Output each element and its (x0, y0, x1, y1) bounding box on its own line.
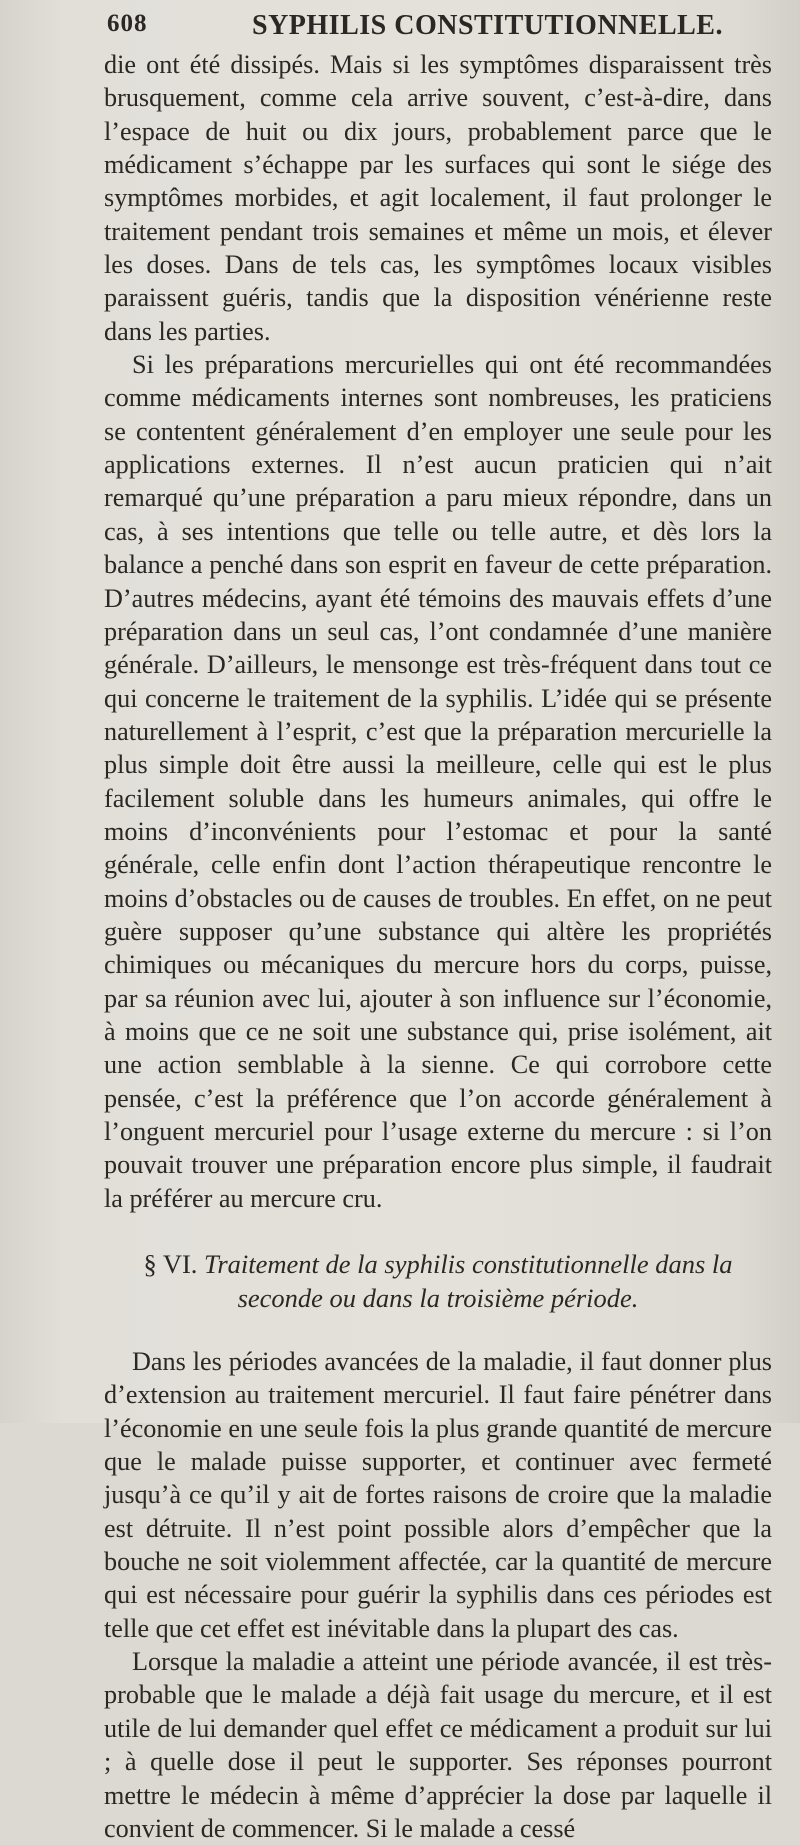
body-text (104, 48, 772, 1845)
section-title: Traitement de la syphilis constitutionnelle dans la seconde ou dans la troisième période. (204, 1249, 733, 1314)
paragraph-4: Lorsque la maladie a atteint une période avancée, il est très-probable que le malade a déjà fait usage du mercure, et il est utile de lui demander quel effet ce médicament a produit sur lui ; à quelle dose il peut le supporter. Ses réponses pourront mettre le médecin à même d’apprécier la dose par laquelle il convient de commencer. Si le malade a cessé (104, 1647, 772, 1843)
running-title: SYPHILIS CONSTITUTIONNELLE. (252, 10, 723, 41)
section-number: § VI. (143, 1249, 198, 1280)
page-number: 608 (107, 10, 148, 37)
page-header (107, 8, 777, 50)
paragraph-2: Si les préparations mercurielles qui ont été recommandées comme médicaments internes sont nombreuses, les praticiens se contentent généralement d’en employer une seule pour les applications externes. Il n’est aucun praticien qui n’ait remarqué qu’une préparation a paru mieux répondre, dans un cas, à ses intentions que telle ou telle autre, et dès lors la balance a penché dans son esprit en faveur de cette préparation. D’autres médecins, ayant été témoins des mauvais effets d’une préparation dans un seul cas, l’ont condamnée d’une manière générale. D’ailleurs, le mensonge est très-fréquent dans tout ce qui concerne le traitement de la syphilis. L’idée qui se présente naturellement à l’esprit, c’est que la préparation mercurielle la plus simple doit être aussi la meilleure, celle qui est le plus facilement soluble dans les humeurs animales, qui offre le moins d’inconvénients pour l’estomac et pour la santé générale, celle enfin dont l’action thérapeutique rencontre le moins d’obstacles ou de causes de troubles. En effet, on ne peut guère supposer qu’une substance qui altère les propriétés chimiques ou mécaniques du mercure hors du corps, puisse, par sa réunion avec lui, ajouter à son influence sur l’économie, à moins que ce ne soit une substance qui, prise isolément, ait une action semblable à la sienne. Ce qui corrobore cette pensée, c’est la préférence que l’on accorde généralement à l’onguent mercuriel pour l’usage externe du mercure : si l’on pouvait trouver une préparation encore plus simple, il faudrait la préférer au mercure cru. (104, 350, 772, 1213)
paragraph-3: Dans les périodes avancées de la maladie, il faut donner plus d’extension au traitement mercuriel. Il faut faire pénétrer dans l’économie en une seule fois la plus grande quantité de mercure que le malade puisse supporter, et continuer avec fermeté jusqu’à ce qu’il y ait de fortes raisons de croire que la maladie est détruite. Il n’est point possible alors d’empêcher que la bouche ne soit violemment affectée, car la quantité de mercure qui est nécessaire pour guérir la syphilis dans ces périodes est telle que cet effet est inévitable dans la plupart des cas. (104, 1347, 772, 1643)
section-heading (104, 1247, 772, 1315)
paragraph-1: die ont été dissipés. Mais si les symptômes disparaissent très brusquement, comme cela arrive souvent, c’est-à-dire, dans l’espace de huit ou dix jours, probablement parce que le médicament s’échappe par les surfaces qui sont le siége des symptômes morbides, et agit localement, il faut prolonger le traitement pendant trois semaines et même un mois, et élever les doses. Dans de tels cas, les symptômes locaux visibles paraissent guéris, tandis que la disposition vénérienne reste dans les parties. (104, 50, 772, 346)
